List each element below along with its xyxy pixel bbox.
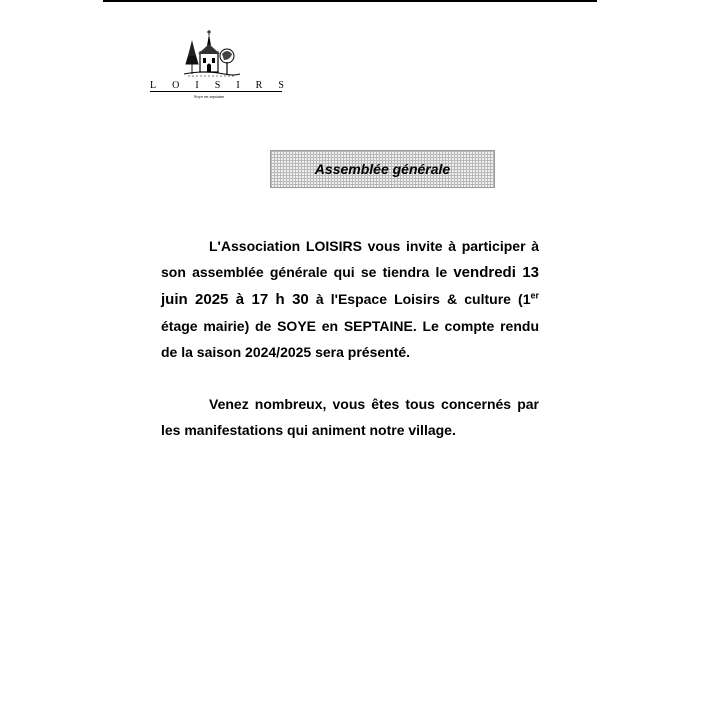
closing-paragraph: Venez nombreux, vous êtes tous concernés par les manifestations qui animent notre village. xyxy=(161,396,539,438)
invitation-paragraph xyxy=(161,233,539,365)
logo-letter: S xyxy=(278,80,284,91)
loisirs-logo xyxy=(136,30,286,108)
location-text: à l'Espace Loisirs & culture (1 xyxy=(315,291,531,307)
church-village-icon xyxy=(184,30,240,78)
logo-subtitle: Soye en septaine xyxy=(194,94,225,99)
logo-letter: I xyxy=(195,80,199,91)
logo-underline xyxy=(150,91,282,92)
top-border-line xyxy=(103,0,597,2)
logo-letter: S xyxy=(214,80,221,91)
location-text-end: étage mairie) de SOYE en SEPTAINE. Le compte rendu de la saison 2024/2025 sera présenté. xyxy=(161,318,539,360)
logo-title xyxy=(150,80,284,91)
intro-text: L'Association LOISIRS vous invite à participer à son assemblée générale qui se tiendra le xyxy=(161,238,539,280)
ordinal-suffix: er xyxy=(530,290,539,301)
logo-letter: I xyxy=(236,80,240,91)
logo-letter: L xyxy=(150,80,157,91)
heading-box xyxy=(270,150,495,188)
logo-letter: R xyxy=(255,80,263,91)
logo-letter: O xyxy=(172,80,180,91)
invitation-body xyxy=(161,233,539,443)
meeting-date: vendredi 13 juin 2025 à 17 h 30 xyxy=(161,264,540,308)
page-title: Assemblée générale xyxy=(314,161,451,177)
